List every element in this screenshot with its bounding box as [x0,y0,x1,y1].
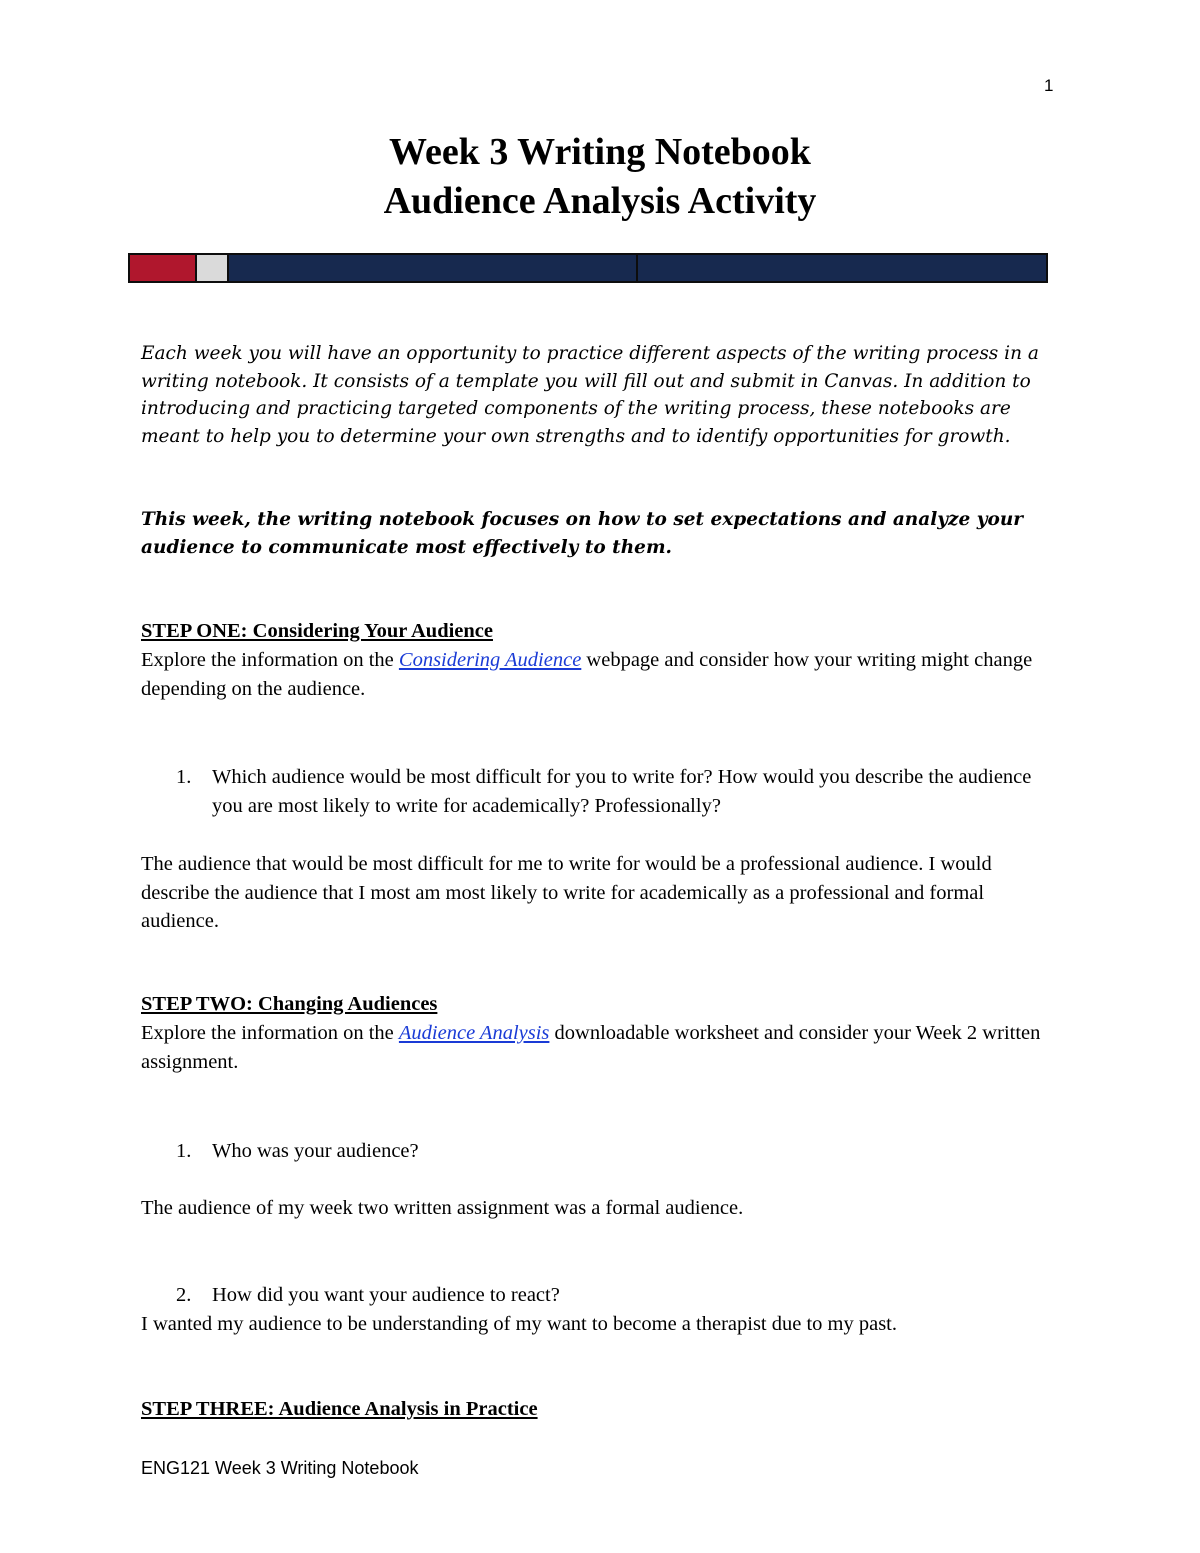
question-text: Who was your audience? [212,1140,419,1162]
color-bar-red-segment [130,255,197,281]
page-number: 1 [1044,76,1054,95]
decorative-color-bar [128,253,1048,283]
question-text: Which audience would be most difficult for you to write for? How would you describe the audience you are most likely to write for academically? Professionally? [212,766,1032,817]
step-three-heading: STEP THREE: Audience Analysis in Practice [141,1398,538,1420]
step-two-question-2 [176,1281,1046,1310]
page-title: Week 3 Writing Notebook [389,131,811,173]
color-bar-navy-segment [229,255,638,281]
step-two-question-1 [176,1137,1046,1166]
step-two-answer-2: I wanted my audience to be understanding of my want to become a therapist due to my past. [141,1313,898,1335]
considering-audience-link[interactable]: Considering Audience [398,649,582,671]
step-two-heading: STEP TWO: Changing Audiences [141,993,438,1015]
audience-analysis-link[interactable]: Audience Analysis [398,1022,550,1044]
intro-paragraph: Each week you will have an opportunity to practice different aspects of the writing process in a writing notebook. It consists of a template you will fill out and submit in Canvas. In addition to introducing and practicing targeted components of the writing process, these notebooks are meant to help you to determine your own strengths and to identify opportunities for growth. [141,343,1039,447]
step-one-text-before: Explore the information on the [141,649,399,671]
step-one-instructions [141,646,1061,703]
color-bar-navy-segment-2 [638,255,1046,281]
step-one-question [176,763,1046,820]
page-footer: ENG121 Week 3 Writing Notebook [141,1458,419,1478]
question-number: 1. [176,1140,192,1162]
question-text: How did you want your audience to react? [212,1284,560,1306]
step-two-instructions [141,1019,1061,1076]
page-subtitle: Audience Analysis Activity [383,180,817,222]
step-one-answer: The audience that would be most difficult for me to write for would be a professional audience. I would describe the audience that I most am most likely to write for academically as a professional and formal audience. [141,853,992,932]
question-number: 2. [176,1284,192,1306]
question-number: 1. [176,766,192,788]
step-two-answer-1: The audience of my week two written assignment was a formal audience. [141,1197,744,1219]
color-bar-grey-segment [197,255,229,281]
step-two-text-before: Explore the information on the [141,1022,399,1044]
step-one-text-after: webpage and consider how your writing might change depending on the audience. [141,649,1033,700]
step-two-text-after: downloadable worksheet and consider your Week 2 written assignment. [141,1022,1041,1073]
step-one-heading: STEP ONE: Considering Your Audience [141,620,493,642]
intro-focus: This week, the writing notebook focuses on how to set expectations and analyze your audience to communicate most effectively to them. [141,509,1024,558]
